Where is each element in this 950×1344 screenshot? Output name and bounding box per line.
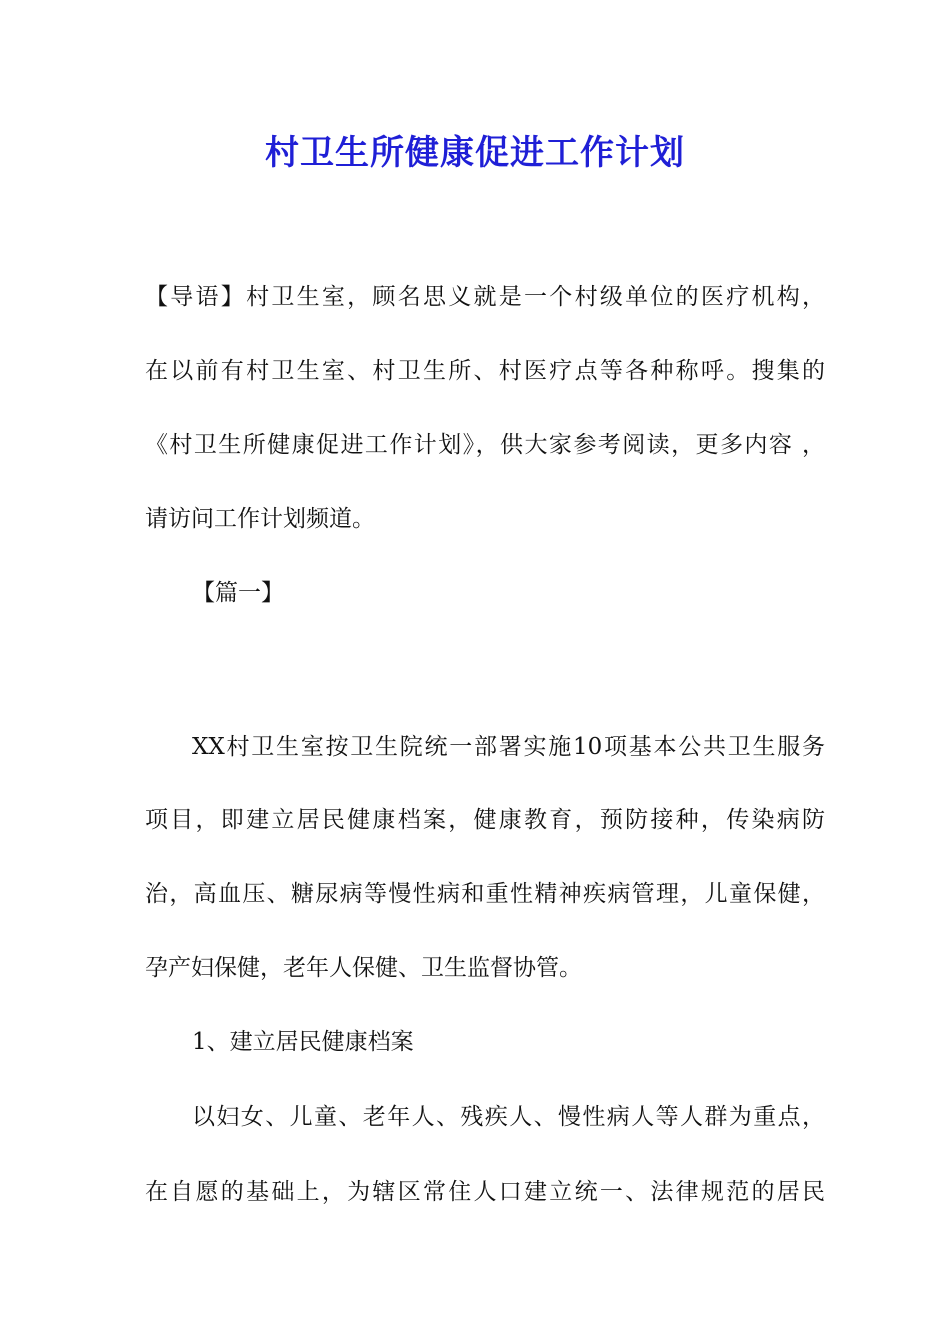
body-line-4: 孕产妇保健，老年人保健、卫生监督协管。 — [145, 955, 582, 981]
section-heading: 【篇一】 — [192, 580, 284, 606]
intro-line-1: 【导语】村卫生室，顾名思义就是一个村级单位的医疗机构， — [145, 284, 825, 310]
body-line-1: XX村卫生室按卫生院统一部署实施10项基本公共卫生服务 — [192, 734, 825, 760]
body-line-5: 以妇女、儿童、老年人、残疾人、慢性病人等人群为重点， — [192, 1104, 825, 1130]
body-line-3: 治，高血压、糖尿病等慢性病和重性精神疾病管理，儿童保健， — [145, 881, 825, 907]
intro-line-3: 《村卫生所健康促进工作计划》，供大家参考阅读，更多内容 ， — [145, 432, 825, 458]
body-line-2: 项目，即建立居民健康档案，健康教育，预防接种，传染病防 — [145, 807, 825, 833]
document-title: 村卫生所健康促进工作计划 — [265, 133, 685, 173]
intro-line-2: 在以前有村卫生室、村卫生所、村医疗点等各种称呼。搜集的 — [145, 358, 825, 384]
intro-line-4: 请访问工作计划频道。 — [145, 506, 375, 532]
body-line-6: 在自愿的基础上，为辖区常住人口建立统一、法律规范的居民 — [145, 1179, 825, 1205]
subheading-1: 1、建立居民健康档案 — [192, 1029, 414, 1055]
